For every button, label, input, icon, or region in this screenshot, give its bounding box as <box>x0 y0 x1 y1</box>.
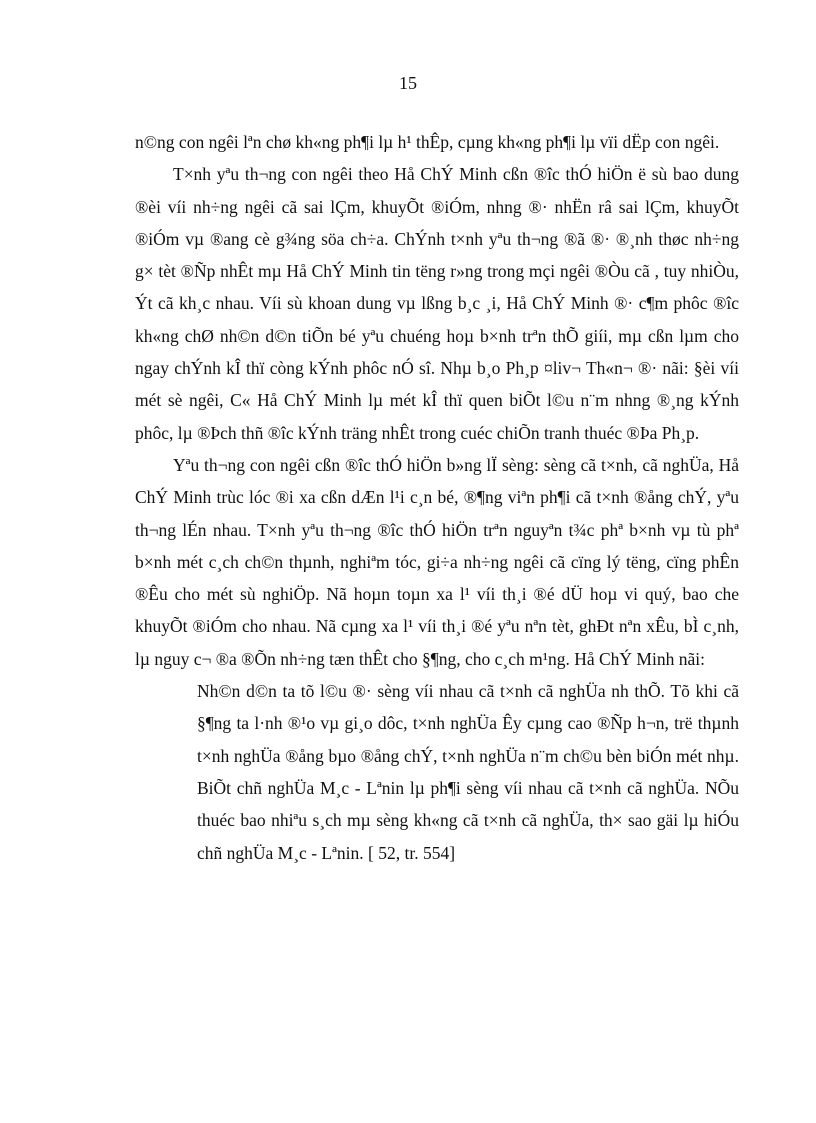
block-quote: Nh©n d©n ta tõ l©u ®· sèng víi nhau cã t×nh cã nghÜa nh thÕ. Tõ khi cã §¶ng ta l·nh ®¹o vµ gi¸o dôc, t×nh nghÜa Êy cµng cao ®Ñp h¬n, trë thµnh t×nh nghÜa ®ång bµo ®ång chÝ, t×nh nghÜa n¨m ch©u bèn biÓn mét nhµ. BiÕt chñ nghÜa M¸c - Lªnin lµ ph¶i sèng víi nhau cã t×nh cã nghÜa. NÕu thuéc bao nhiªu s¸ch mµ sèng kh«ng cã t×nh cã nghÜa, th× sao gäi lµ hiÓu chñ nghÜa M¸c - Lªnin. [ 52, tr. 554] <box>197 681 739 863</box>
paragraph-continuation: n©ng con ngêi lªn chø kh«ng ph¶i lµ h¹ thÊp, cµng kh«ng ph¶i lµ vïi dËp con ngêi. <box>135 132 720 152</box>
paragraph: T×nh yªu th¬ng con ngêi theo Hå ChÝ Minh cßn ®îc thÓ hiÖn ë sù bao dung ®èi víi nh÷ng ngêi cã sai lÇm, khuyÕt ®iÓm, nhng ®· nhËn râ sai lÇm, khuyÕt ®iÓm vµ ®ang cè g¾ng söa ch÷a. ChÝnh t×nh yªu th¬ng ®ã ®· ®¸nh thøc nh÷ng g× tèt ®Ñp nhÊt mµ Hå ChÝ Minh tin tëng r»ng trong mçi ngêi ®Òu cã , tuy nhiÒu, Ýt cã kh¸c nhau. Víi sù khoan dung vµ lßng b¸c ¸i, Hå ChÝ Minh ®· c¶m phôc ®îc kh«ng chØ nh©n d©n tiÕn bé yªu chuéng hoµ b×nh trªn thÕ giíi, mµ cßn lµm cho ngay chÝnh kÎ thï còng kÝnh phôc nÓ sî. Nhµ b¸o Ph¸p ¤liv¬ Th«n¬ ®· nãi: §èi víi mét sè ngêi, C« Hå ChÝ Minh lµ mét kÎ thï quen biÕt l©u n¨m nhng ®¸ng kÝnh phôc, lµ ®Þch thñ ®îc kÝnh träng nhÊt trong cuéc chiÕn tranh thuéc ®Þa Ph¸p. <box>135 164 739 443</box>
paragraph: Yªu th¬ng con ngêi cßn ®îc thÓ hiÖn b»ng lÏ sèng: sèng cã t×nh, cã nghÜa, Hå ChÝ Minh trùc lóc ®i xa cßn dÆn l¹i c¸n bé, ®¶ng viªn ph¶i cã t×nh ®ång chÝ, yªu th¬ng lÉn nhau. T×nh yªu th¬ng ®îc thÓ hiÖn trªn nguyªn t¾c phª b×nh vµ tù phª b×nh mét c¸ch ch©n thµnh, nghiªm tóc, gi÷a nh÷ng ngêi cã cïng lý tëng, cïng phÊn ®Êu cho mét sù nghiÖp. Nã hoµn toµn xa l¹ víi th¸i ®é dÜ hoµ vi quý, bao che khuyÕt ®iÓm cho nhau. Nã cµng xa l¹ víi th¸i ®é yªu nªn tèt, ghÐt nªn xÊu, bÌ c¸nh, lµ nguy c¬ ®a ®Õn nh÷ng tæn thÊt cho §¶ng, cho c¸ch m¹ng. Hå ChÝ Minh nãi: <box>135 454 739 669</box>
page-number: 15 <box>399 73 417 93</box>
body-text <box>135 126 739 869</box>
